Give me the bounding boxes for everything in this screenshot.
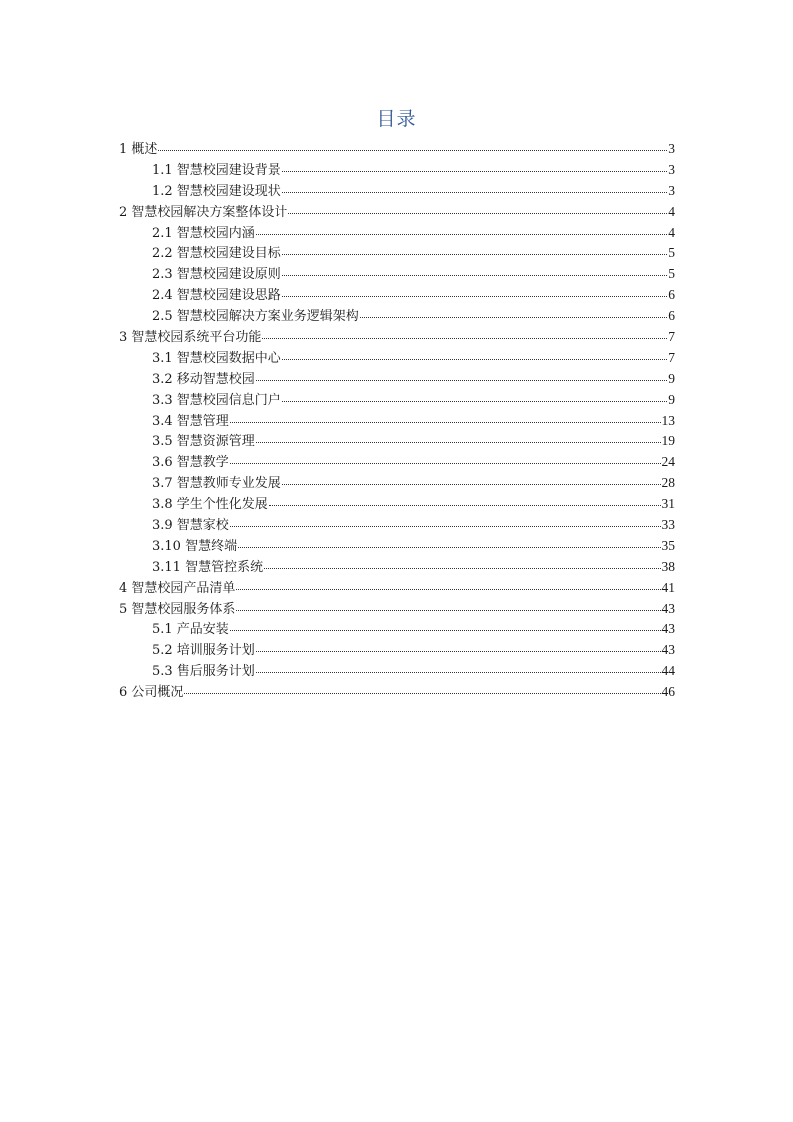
toc-entry[interactable] — [119, 473, 675, 494]
toc-entry-page-number: 31 — [661, 496, 675, 512]
toc-entry[interactable] — [119, 264, 675, 285]
toc-entry-page-number: 28 — [661, 475, 675, 491]
toc-entry-page-number: 3 — [668, 161, 675, 177]
dot-leader — [282, 254, 667, 255]
toc-entry[interactable] — [119, 348, 675, 369]
toc-entry-label: 2.3 智慧校园建设原则 — [152, 267, 281, 283]
toc-entry-label: 3.5 智慧资源管理 — [152, 434, 255, 450]
dot-leader — [282, 484, 661, 485]
dot-leader — [256, 234, 667, 235]
toc-entry-label: 2.4 智慧校园建设思路 — [152, 288, 281, 304]
toc-entry-page-number: 46 — [661, 684, 675, 700]
toc-entry-page-number: 41 — [661, 579, 675, 595]
toc-entry-page-number: 43 — [661, 621, 675, 637]
toc-entry-label: 2.1 智慧校园内涵 — [152, 225, 255, 241]
dot-leader — [360, 317, 667, 318]
dot-leader — [282, 192, 667, 193]
toc-entry-label: 4 智慧校园产品清单 — [119, 580, 236, 596]
toc-entry[interactable] — [119, 202, 675, 223]
toc-entry[interactable] — [119, 327, 675, 348]
toc-entry-label: 3 智慧校园系统平台功能 — [119, 330, 262, 346]
toc-entry[interactable] — [119, 139, 675, 160]
dot-leader — [282, 171, 667, 172]
dot-leader — [288, 213, 667, 214]
toc-entry[interactable] — [119, 160, 675, 181]
toc-entry[interactable] — [119, 536, 675, 557]
dot-leader — [236, 610, 660, 611]
dot-leader — [282, 359, 667, 360]
toc-entry-page-number: 7 — [668, 329, 675, 345]
toc-entry-page-number: 43 — [661, 600, 675, 616]
table-of-contents — [119, 139, 675, 703]
dot-leader — [230, 630, 661, 631]
toc-entry[interactable] — [119, 390, 675, 411]
toc-entry-label: 3.3 智慧校园信息门户 — [152, 392, 281, 408]
dot-leader — [238, 547, 660, 548]
toc-entry-page-number: 24 — [661, 454, 675, 470]
toc-entry[interactable] — [119, 682, 675, 703]
toc-entry-page-number: 9 — [668, 391, 675, 407]
dot-leader — [230, 526, 661, 527]
dot-leader — [256, 442, 661, 443]
toc-entry[interactable] — [119, 223, 675, 244]
toc-entry[interactable] — [119, 285, 675, 306]
toc-entry-page-number: 4 — [668, 203, 675, 219]
dot-leader — [230, 422, 661, 423]
dot-leader — [256, 651, 661, 652]
dot-leader — [282, 275, 667, 276]
dot-leader — [264, 568, 660, 569]
dot-leader — [269, 505, 661, 506]
toc-entry[interactable] — [119, 452, 675, 473]
toc-entry-label: 1.1 智慧校园建设背景 — [152, 162, 281, 178]
dot-leader — [230, 463, 661, 464]
toc-entry-page-number: 43 — [661, 642, 675, 658]
toc-entry-label: 5.1 产品安装 — [152, 622, 229, 638]
toc-entry[interactable] — [119, 515, 675, 536]
toc-entry-page-number: 35 — [661, 537, 675, 553]
toc-title: 目录 — [376, 108, 417, 130]
toc-entry-page-number: 7 — [668, 349, 675, 365]
toc-entry-page-number: 38 — [661, 558, 675, 574]
dot-leader — [184, 693, 660, 694]
toc-entry-label: 1 概述 — [119, 142, 158, 157]
dot-leader — [236, 589, 660, 590]
toc-entry-label: 3.4 智慧管理 — [152, 413, 229, 429]
toc-entry[interactable] — [119, 181, 675, 202]
toc-entry-page-number: 9 — [668, 370, 675, 386]
dot-leader — [256, 380, 667, 381]
dot-leader — [262, 338, 667, 339]
toc-entry-label: 3.8 学生个性化发展 — [152, 497, 268, 513]
toc-entry-page-number: 13 — [661, 412, 675, 428]
toc-entry-page-number: 19 — [661, 433, 675, 449]
toc-entry[interactable] — [119, 369, 675, 390]
toc-entry[interactable] — [119, 640, 675, 661]
toc-entry-page-number: 3 — [668, 141, 675, 156]
toc-entry-page-number: 44 — [661, 663, 675, 679]
toc-entry[interactable] — [119, 494, 675, 515]
toc-entry[interactable] — [119, 306, 675, 327]
toc-entry-label: 5.2 培训服务计划 — [152, 643, 255, 659]
toc-entry-label: 2.5 智慧校园解决方案业务逻辑架构 — [152, 309, 359, 325]
dot-leader — [158, 150, 667, 151]
toc-entry-label: 3.1 智慧校园数据中心 — [152, 350, 281, 366]
toc-entry[interactable] — [119, 431, 675, 452]
toc-entry-label: 3.10 智慧终端 — [152, 538, 238, 554]
toc-entry-page-number: 33 — [661, 517, 675, 533]
toc-entry-page-number: 6 — [668, 287, 675, 303]
toc-entry-page-number: 6 — [668, 308, 675, 324]
toc-entry-label: 3.9 智慧家校 — [152, 518, 229, 534]
toc-entry-label: 2 智慧校园解决方案整体设计 — [119, 204, 288, 220]
toc-entry-page-number: 4 — [668, 224, 675, 240]
toc-entry-label: 3.2 移动智慧校园 — [152, 371, 255, 387]
toc-entry-page-number: 5 — [668, 245, 675, 261]
dot-leader — [256, 672, 661, 673]
toc-entry[interactable] — [119, 411, 675, 432]
toc-entry[interactable] — [119, 599, 675, 620]
toc-entry-page-number: 3 — [668, 182, 675, 198]
toc-entry-label: 3.7 智慧教师专业发展 — [152, 476, 281, 492]
toc-entry-label: 3.6 智慧教学 — [152, 455, 229, 471]
toc-entry[interactable] — [119, 578, 675, 599]
dot-leader — [282, 401, 667, 402]
toc-entry[interactable] — [119, 661, 675, 682]
toc-entry-label: 3.11 智慧管控系统 — [152, 559, 264, 575]
toc-entry[interactable] — [119, 243, 675, 264]
toc-entry[interactable] — [119, 557, 675, 578]
toc-entry[interactable] — [119, 619, 675, 640]
toc-entry-label: 1.2 智慧校园建设现状 — [152, 183, 281, 199]
toc-entry-label: 2.2 智慧校园建设目标 — [152, 246, 281, 262]
dot-leader — [282, 296, 667, 297]
toc-entry-page-number: 5 — [668, 266, 675, 282]
toc-entry-label: 5 智慧校园服务体系 — [119, 601, 236, 617]
toc-entry-label: 5.3 售后服务计划 — [152, 664, 255, 680]
toc-entry-label: 6 公司概况 — [119, 685, 184, 701]
